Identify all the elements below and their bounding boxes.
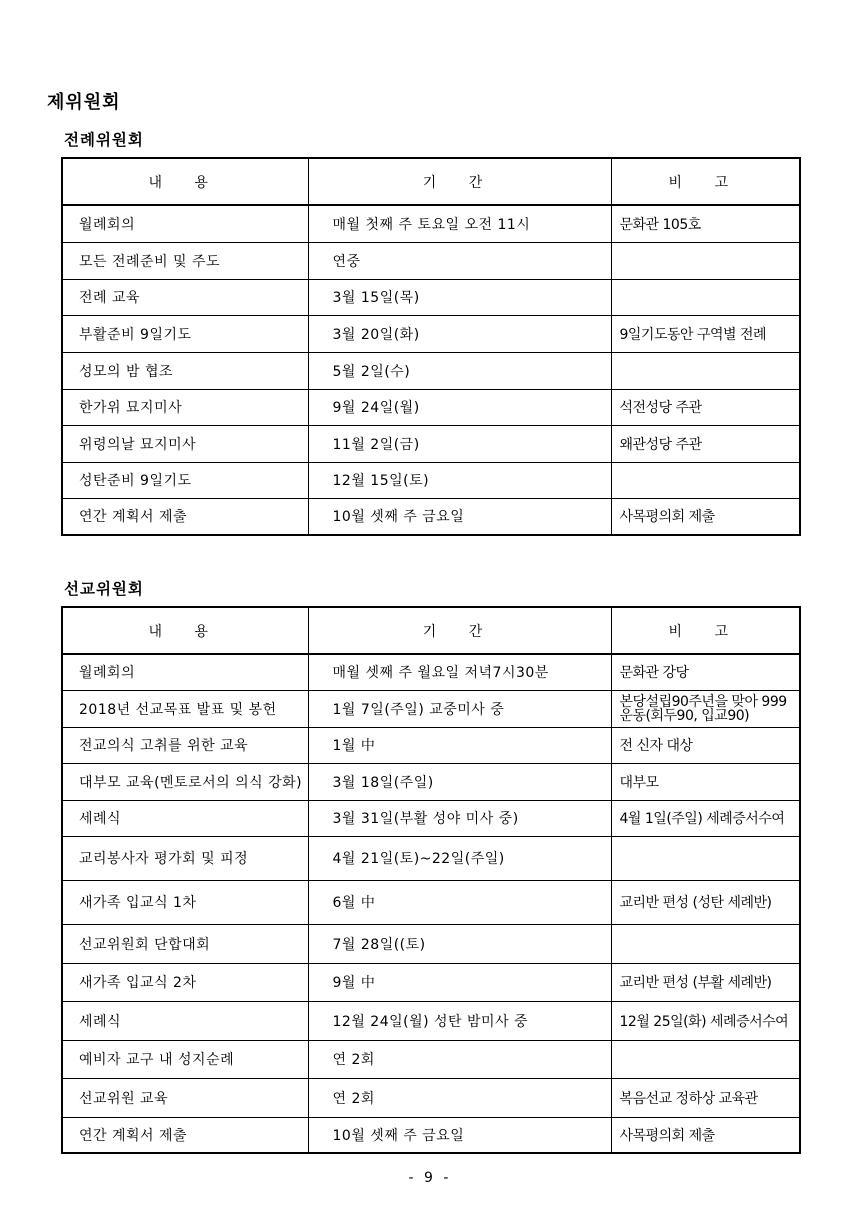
table-row [62,727,800,763]
table-row [62,763,800,800]
content-cell: 대부모 교육(멘토로서의 의식 강화) [62,763,308,800]
period-cell: 7월 28일((토) [308,924,611,963]
table-row [62,1117,800,1153]
table-row [62,389,800,425]
period-cell: 연 2회 [308,1078,611,1117]
content-cell: 선교위원회 단합대회 [62,924,308,963]
period-cell: 11월 2일(금) [308,425,611,462]
content-cell: 연간 계획서 제출 [62,498,308,535]
period-cell: 9월 中 [308,963,611,1001]
table-row [62,836,800,880]
header-content: 내 용 [62,607,308,654]
table-row [62,1001,800,1040]
table-row [62,279,800,315]
page-number: - 9 - [408,1170,452,1186]
page-title: 제위원회 [47,92,121,113]
table-header-row [62,607,800,654]
period-cell: 10월 셋째 주 금요일 [308,1117,611,1153]
header-note: 비 고 [611,158,800,205]
period-cell: 3월 15일(목) [308,279,611,315]
table-header-row [62,158,800,205]
period-cell: 3월 18일(주일) [308,763,611,800]
content-cell: 성모의 밤 협조 [62,352,308,389]
content-cell: 예비자 교구 내 성지순례 [62,1040,308,1078]
note-cell: 왜관성당 주관 [611,425,800,462]
note-cell: 대부모 [611,763,800,800]
note-cell: 석전성당 주관 [611,389,800,425]
table-row [62,352,800,389]
content-cell: 전례 교육 [62,279,308,315]
table-row [62,315,800,352]
note-cell: 4월 1일(주일) 세례증서수여 [611,800,800,836]
note-cell: 문화관 강당 [611,654,800,690]
period-cell: 5월 2일(수) [308,352,611,389]
note-cell: 교리반 편성 (부활 세례반) [611,963,800,1001]
section-title-mission: 선교위원회 [64,580,144,598]
note-cell: 본당설립90주년을 맞아 999운동(회두90, 입교90) [611,690,800,727]
content-cell: 세례식 [62,1001,308,1040]
period-cell: 3월 20일(화) [308,315,611,352]
content-cell: 한가위 묘지미사 [62,389,308,425]
note-cell [611,924,800,963]
period-cell: 4월 21일(토)~22일(주일) [308,836,611,880]
header-period: 기 간 [308,158,611,205]
table-row [62,880,800,924]
content-cell: 새가족 입교식 1차 [62,880,308,924]
table-row [62,963,800,1001]
table-row [62,242,800,279]
note-cell [611,279,800,315]
period-cell: 12월 15일(토) [308,462,611,498]
note-cell: 전 신자 대상 [611,727,800,763]
note-cell: 9일기도동안 구역별 전례 [611,315,800,352]
liturgy-table [61,157,801,536]
period-cell: 6월 中 [308,880,611,924]
header-note: 비 고 [611,607,800,654]
header-content: 내 용 [62,158,308,205]
content-cell: 성탄준비 9일기도 [62,462,308,498]
content-cell: 2018년 선교목표 발표 및 봉헌 [62,690,308,727]
period-cell: 연 2회 [308,1040,611,1078]
mission-table [61,606,801,1154]
note-cell [611,242,800,279]
content-cell: 부활준비 9일기도 [62,315,308,352]
content-cell: 월례회의 [62,205,308,242]
note-cell [611,1040,800,1078]
content-cell: 연간 계획서 제출 [62,1117,308,1153]
table-row [62,654,800,690]
note-cell: 사목평의회 제출 [611,498,800,535]
content-cell: 위령의날 묘지미사 [62,425,308,462]
period-cell: 3월 31일(부활 성야 미사 중) [308,800,611,836]
period-cell: 연중 [308,242,611,279]
content-cell: 교리봉사자 평가회 및 피정 [62,836,308,880]
table-row [62,924,800,963]
table-row [62,498,800,535]
period-cell: 매월 첫째 주 토요일 오전 11시 [308,205,611,242]
period-cell: 매월 셋째 주 월요일 저녁7시30분 [308,654,611,690]
table-row [62,1078,800,1117]
note-cell: 문화관 105호 [611,205,800,242]
table-row [62,425,800,462]
header-period: 기 간 [308,607,611,654]
table-row [62,205,800,242]
content-cell: 선교위원 교육 [62,1078,308,1117]
note-cell: 복음선교 정하상 교육관 [611,1078,800,1117]
note-cell [611,352,800,389]
table-row [62,1040,800,1078]
table-row [62,462,800,498]
note-cell: 12월 25일(화) 세례증서수여 [611,1001,800,1040]
note-cell [611,836,800,880]
section-title-liturgy: 전례위원회 [64,131,144,149]
content-cell: 전교의식 고취를 위한 교육 [62,727,308,763]
period-cell: 1월 7일(주일) 교중미사 중 [308,690,611,727]
note-cell [611,462,800,498]
content-cell: 모든 전례준비 및 주도 [62,242,308,279]
period-cell: 1월 中 [308,727,611,763]
note-cell: 교리반 편성 (성탄 세례반) [611,880,800,924]
content-cell: 새가족 입교식 2차 [62,963,308,1001]
table-row [62,800,800,836]
period-cell: 10월 셋째 주 금요일 [308,498,611,535]
period-cell: 12월 24일(월) 성탄 밤미사 중 [308,1001,611,1040]
table-row [62,690,800,727]
period-cell: 9월 24일(월) [308,389,611,425]
note-cell: 사목평의회 제출 [611,1117,800,1153]
content-cell: 월례회의 [62,654,308,690]
content-cell: 세례식 [62,800,308,836]
